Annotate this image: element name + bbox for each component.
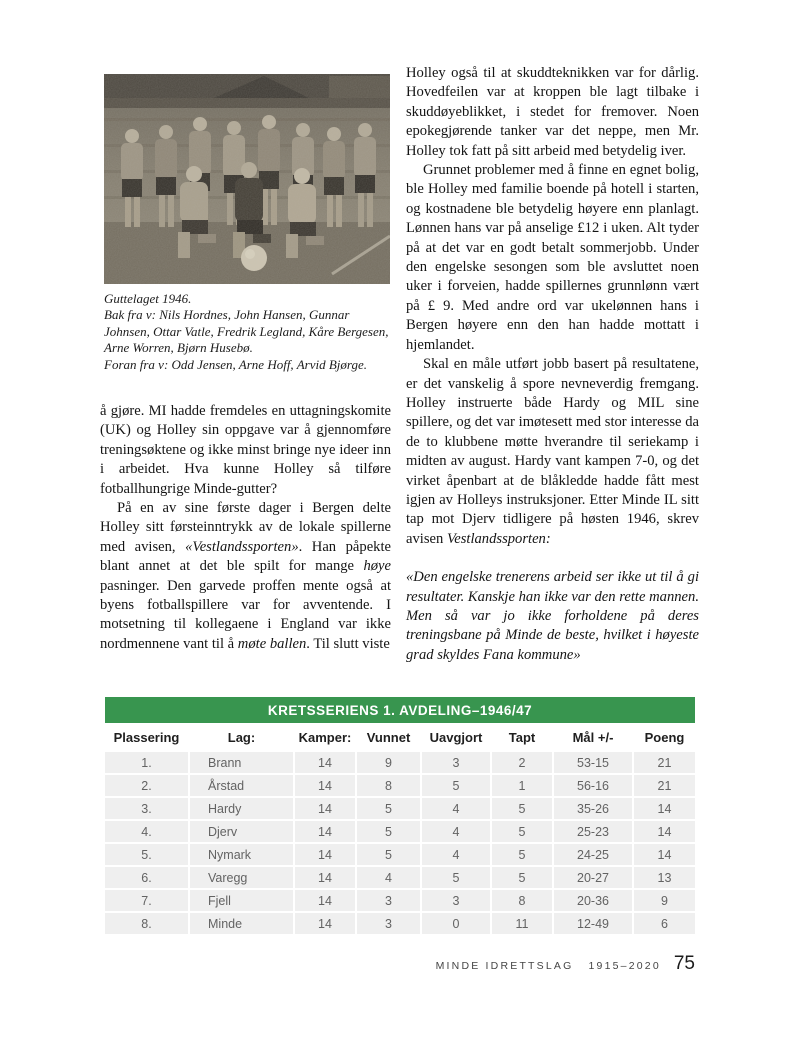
text-run: møte ballen [237,635,307,652]
table-cell: 4 [422,821,490,842]
table-cell: 14 [295,798,355,819]
text-run: . Til slutt viste [306,635,390,652]
table-cell: 3 [357,890,420,911]
table-cell: 14 [295,821,355,842]
table-cell: 14 [634,798,695,819]
league-table-column-header: Tapt [508,730,536,745]
league-table-header-row [105,723,695,752]
team-photo [104,74,390,284]
league-table-column-header: Poeng [644,730,685,745]
right-text-column [406,64,699,665]
table-row [105,821,695,842]
league-table-column-header: Lag: [227,730,256,745]
table-cell: 13 [634,867,695,888]
table-cell: 4 [422,844,490,865]
body-paragraph [406,64,699,161]
table-cell: Minde [190,913,293,934]
table-cell: 8 [357,775,420,796]
text-run: Vestlandssporten: [446,530,551,547]
page-footer [105,953,695,975]
photo-caption-line: Guttelaget 1946. [104,291,192,306]
table-cell: 5 [357,821,420,842]
text-run: høye [363,558,391,575]
table-cell: 3 [422,752,490,773]
table-cell: 1. [105,752,188,773]
table-cell: 21 [634,775,695,796]
table-cell: 4 [357,867,420,888]
table-cell: 1 [492,775,552,796]
table-cell: 2 [492,752,552,773]
table-cell: 14 [295,844,355,865]
table-cell: 5 [492,844,552,865]
league-table [105,697,695,936]
league-table-title-banner [105,697,695,723]
table-cell: Varegg [190,867,293,888]
footer-years: 1915–2020 [588,960,661,972]
table-cell: 2. [105,775,188,796]
table-cell: 12-49 [554,913,632,934]
text-run: Grunnet problemer med å finne en egnet bolig, ble Holley med familie boende på hotell i starten, og kostnadene ble betydelig høyere enn planlagt. Lønnen hans var på anselige £12 i uken. Alt tyder på at det var en godt betalt sommerjobb. Under den engelske sesongen som ble avsluttet noen uker i forveien, hadde spillernes grunnlønn vært på £ 9. Med andre ord var ukelønnen hans i Bergen høyere enn den han hadde mottatt i hjemlandet. [406,162,699,353]
left-text-column [100,402,391,654]
table-cell: 4. [105,821,188,842]
table-cell: 3 [357,913,420,934]
table-cell: 14 [295,867,355,888]
table-cell: Årstad [190,775,293,796]
table-cell: 5 [492,798,552,819]
league-table-column-header: Kamper: [298,730,352,745]
table-cell: Brann [190,752,293,773]
table-cell: 53-15 [554,752,632,773]
photo-caption-line: Arne Worren, Bjørn Husebø. [104,340,253,356]
text-run: «Vestlandssporten» [185,538,299,555]
body-paragraph [406,161,699,355]
table-cell: 14 [295,890,355,911]
table-cell: 5 [492,867,552,888]
table-cell: 56-16 [554,775,632,796]
league-table-column-header: Vunnet [366,730,411,745]
table-cell: 5 [492,821,552,842]
table-cell: 8 [492,890,552,911]
page-number: 75 [673,953,695,974]
table-row [105,867,695,888]
table-cell: 6 [634,913,695,934]
table-row [105,844,695,865]
text-run: Skal en måle utført jobb basert på resultatene, er det vanskelig å spore nevneverdig fremgang. Holley instruerte både Hardy og MIL sine spillere, og det var imøtesett med stor interesse da de to klubbene møtte hverandre til seriekamp i midten av august. Hardy vant kampen 7-0, og det virket åpenbart at de blåkledde hadde fått mest igjen av Holleys instruksjoner. Etter Minde IL sitt tap mot Djerv tidligere på høsten 1946, skrev avisen [406,356,699,547]
table-row [105,913,695,934]
text-run: «Den engelske trenerens arbeid ser ikke ut til å gi resultater. Kanskje han ikke var den rette mannen. Men så var jo ikke forholdene på deres treningsbane på Minde de beste, hvilket i høyeste grad skyldes Fana kommune» [406,569,699,663]
league-table-title: KRETSSERIENS 1. AVDELING–1946/47 [267,702,533,718]
table-cell: 20-27 [554,867,632,888]
footer-club-name: MINDE IDRETTSLAG [435,960,574,972]
table-cell: 24-25 [554,844,632,865]
team-photo-illustration [104,74,390,284]
text-run: å gjøre. MI hadde fremdeles en uttagningskomite (UK) og Holley sin oppgave var å gjennomføre treningsøktene og ikke minst bringe nye ideer inn i arbeidet. Hva kunne Holley så tilføre fotballhungrige Minde-gutter? [100,403,391,497]
photo-caption [104,291,396,373]
table-cell: 3. [105,798,188,819]
photo-caption-line: Bak fra v: Nils Hordnes, John Hansen, Gunnar [104,307,350,323]
table-row [105,798,695,819]
body-paragraph [406,355,699,549]
table-cell: 5. [105,844,188,865]
table-cell: 14 [634,821,695,842]
table-cell: Fjell [190,890,293,911]
table-cell: Nymark [190,844,293,865]
table-cell: 25-23 [554,821,632,842]
text-run: Holley også til at skuddteknikken var for dårlig. Hovedfeilen var at kroppen ble lagt tilbake i skuddøyeblikket, i stedet for fremover. Noen epokegjørende tanker var det neppe, men Mr. Holley tok fatt på sitt arbeid med betydelig iver. [406,65,699,159]
table-cell: 14 [295,752,355,773]
table-cell: Djerv [190,821,293,842]
table-cell: 4 [422,798,490,819]
league-table-body [105,752,695,934]
league-table-column-header: Plassering [113,730,180,745]
table-cell: 5 [422,775,490,796]
photo-caption-line: Foran fra v: Odd Jensen, Arne Hoff, Arvid Bjørge. [104,356,367,372]
table-cell: 0 [422,913,490,934]
table-cell: 11 [492,913,552,934]
table-cell: 35-26 [554,798,632,819]
table-cell: 20-36 [554,890,632,911]
league-table-column-header: Uavgjort [429,730,483,745]
table-cell: 6. [105,867,188,888]
table-cell: 14 [634,844,695,865]
table-cell: 9 [357,752,420,773]
text-run: På en av sine første dager i Bergen delte Holley sitt førsteinntrykk av de lokale spillerne med avisen, [100,500,391,555]
table-cell: 7. [105,890,188,911]
quote-paragraph [406,568,699,665]
table-row [105,775,695,796]
table-cell: 5 [357,844,420,865]
table-row [105,752,695,773]
table-cell: 14 [295,913,355,934]
text-run: . Han påpekte blant annet at det ble spilt for mange [100,538,392,575]
body-paragraph [100,402,391,499]
photo-caption-line: Johnsen, Ottar Vatle, Fredrik Legland, Kåre Bergesen, [104,323,389,339]
table-cell: 5 [422,867,490,888]
text-run: pasninger. Den garvede proffen mente også at byens fotballspillere var for avventende. I motsetning til kollegaene i England var ikke nordmennene vant til å [100,577,391,652]
table-cell: 8. [105,913,188,934]
body-paragraph [100,499,391,654]
table-cell: 5 [357,798,420,819]
table-cell: Hardy [190,798,293,819]
table-cell: 14 [295,775,355,796]
table-row [105,890,695,911]
table-cell: 9 [634,890,695,911]
table-cell: 21 [634,752,695,773]
league-table-column-header: Mål +/- [572,730,614,745]
table-cell: 3 [422,890,490,911]
